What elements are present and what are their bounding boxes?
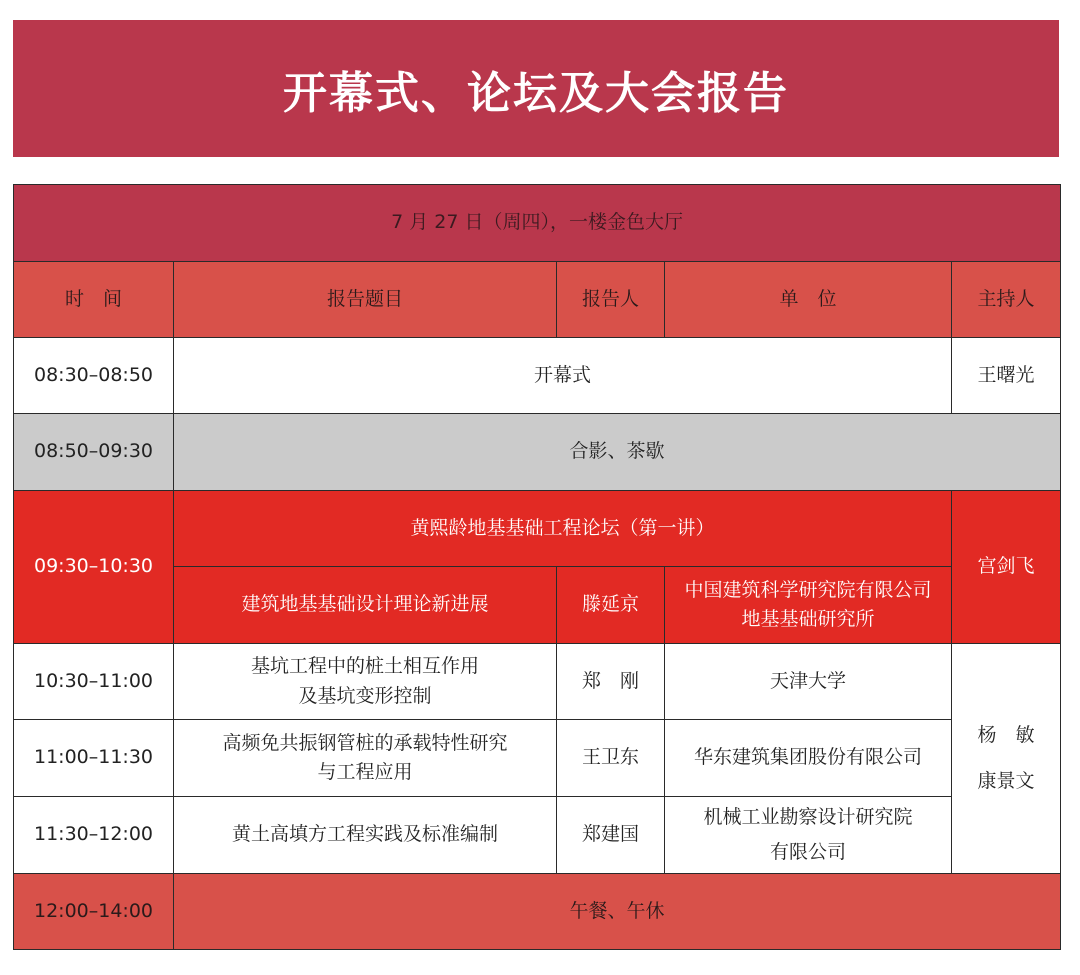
unit-cell — [665, 797, 952, 874]
table-row — [14, 874, 1061, 950]
unit-cell — [665, 567, 952, 644]
break-cell: 午餐、午休 — [174, 874, 1061, 950]
table-row — [14, 797, 1061, 874]
unit-cell: 天津大学 — [665, 644, 952, 720]
break-cell: 合影、茶歇 — [174, 414, 1061, 491]
column-header-topic: 报告题目 — [174, 262, 557, 338]
unit-line: 机械工业勘察设计研究院 — [703, 805, 913, 828]
host-name: 杨 敏 — [977, 723, 1035, 746]
column-header-speaker: 报告人 — [557, 262, 665, 338]
column-header-time: 时 间 — [14, 262, 174, 338]
topic-line: 基坑工程中的桩土相互作用 — [250, 655, 479, 678]
page-title: 开幕式、论坛及大会报告 — [283, 67, 789, 119]
title-banner — [13, 20, 1059, 157]
column-header-host: 主持人 — [952, 262, 1061, 338]
table-row — [14, 644, 1061, 720]
date-header-row — [14, 185, 1061, 262]
table-row — [14, 720, 1061, 797]
topic-cell — [174, 720, 557, 797]
column-header-unit: 单 位 — [665, 262, 952, 338]
host-cell — [952, 644, 1061, 874]
time-cell: 11:00–11:30 — [14, 720, 174, 797]
topic-cell: 开幕式 — [174, 338, 952, 414]
speaker-cell: 郑 刚 — [557, 644, 665, 720]
time-cell: 09:30–10:30 — [14, 491, 174, 644]
topic-line: 与工程应用 — [317, 761, 413, 783]
forum-title-cell: 黄熙龄地基基础工程论坛（第一讲） — [174, 491, 952, 567]
speaker-cell: 郑建国 — [557, 797, 665, 874]
time-cell: 12:00–14:00 — [14, 874, 174, 950]
host-cell: 宫剑飞 — [952, 491, 1061, 644]
speaker-cell: 王卫东 — [557, 720, 665, 797]
topic-line: 及基坑变形控制 — [298, 684, 432, 707]
topic-cell: 建筑地基基础设计理论新进展 — [174, 567, 557, 644]
unit-line: 地基基础研究所 — [741, 608, 875, 630]
time-cell: 11:30–12:00 — [14, 797, 174, 874]
speaker-cell: 滕延京 — [557, 567, 665, 644]
time-cell: 10:30–11:00 — [14, 644, 174, 720]
unit-line: 有限公司 — [769, 841, 846, 863]
forum-title-row — [14, 491, 1061, 567]
topic-cell: 黄土高填方工程实践及标准编制 — [174, 797, 557, 874]
date-header: 7 月 27 日（周四），一楼金色大厅 — [14, 185, 1061, 262]
column-header-row — [14, 262, 1061, 338]
host-cell: 王曙光 — [952, 338, 1061, 414]
topic-cell — [174, 644, 557, 720]
time-cell: 08:30–08:50 — [14, 338, 174, 414]
topic-line: 高频免共振钢管桩的承载特性研究 — [222, 731, 508, 754]
table-row — [14, 414, 1061, 491]
schedule-table — [13, 184, 1061, 950]
time-cell: 08:50–09:30 — [14, 414, 174, 491]
unit-line: 中国建筑科学研究院有限公司 — [684, 578, 932, 601]
unit-cell: 华东建筑集团股份有限公司 — [665, 720, 952, 797]
host-name: 康景文 — [977, 769, 1035, 792]
table-row — [14, 338, 1061, 414]
